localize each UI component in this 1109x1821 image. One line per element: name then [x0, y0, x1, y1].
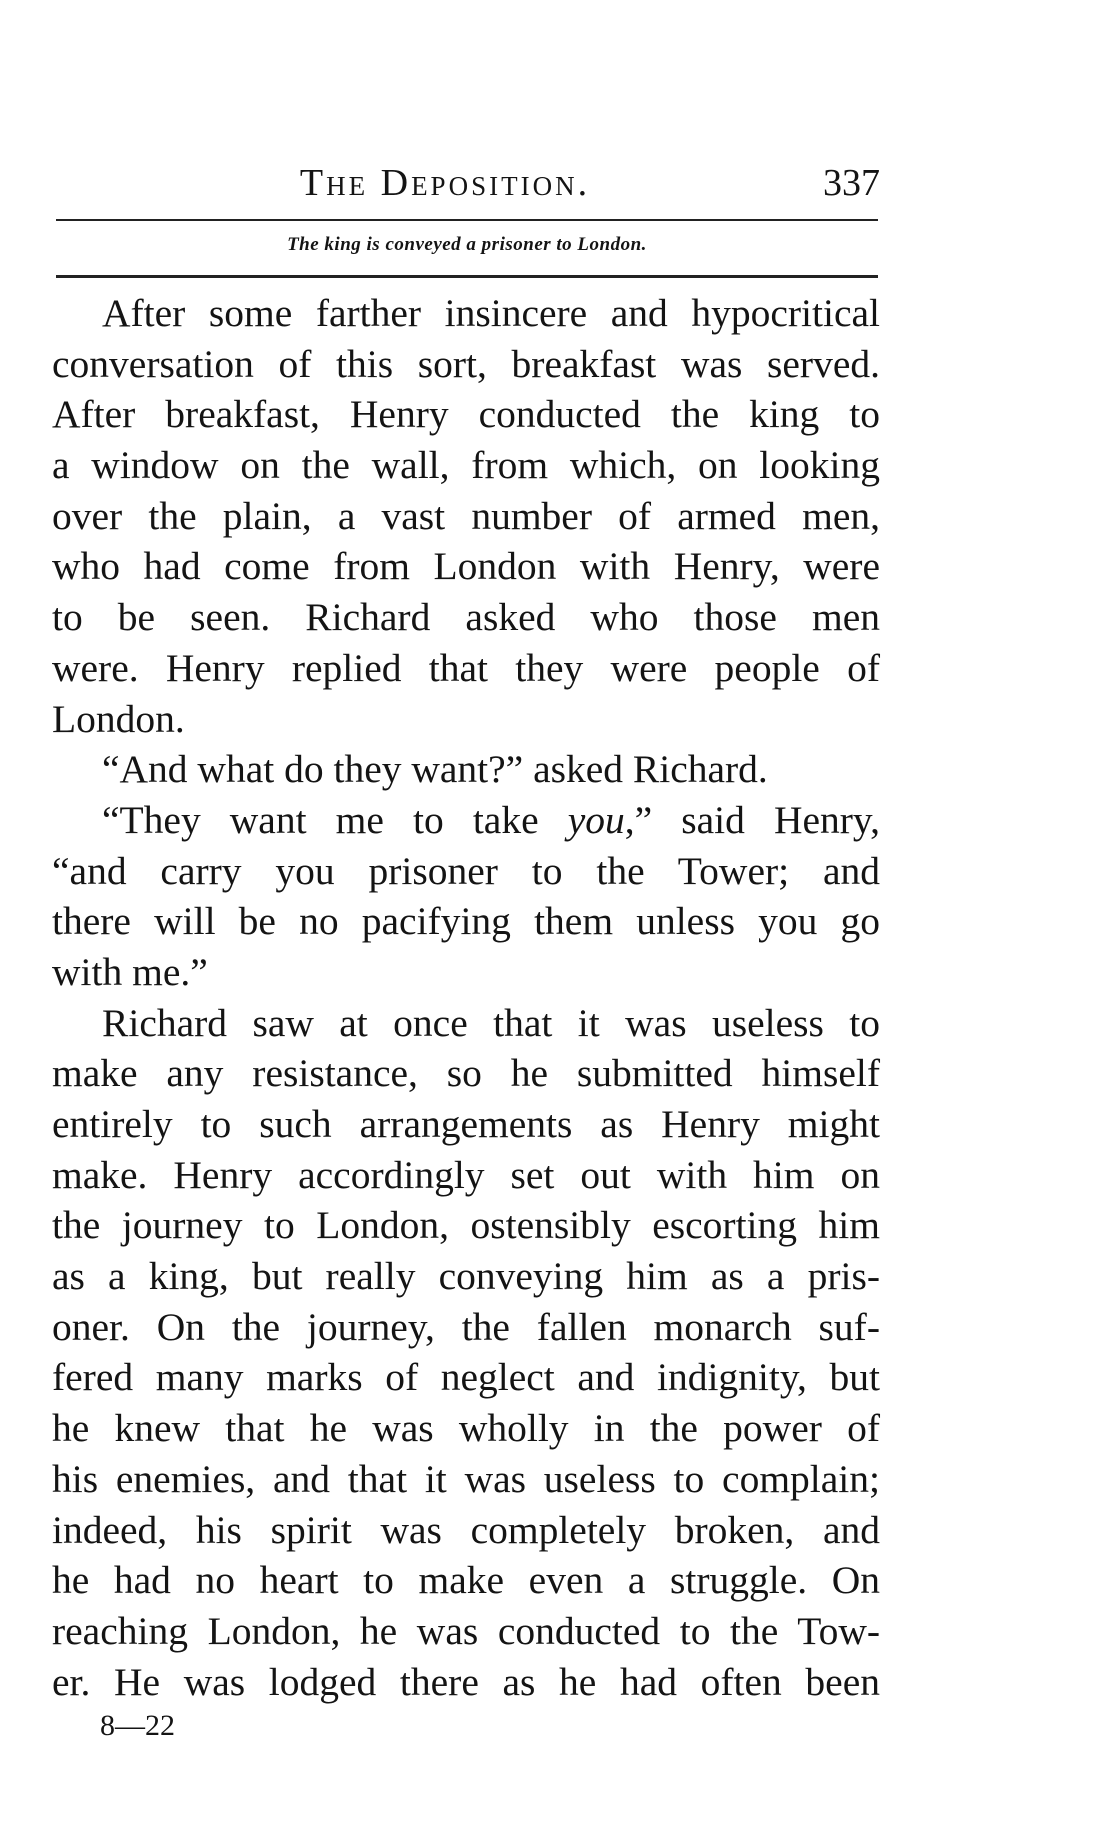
text-line: indeed, his spirit was completely broken, and [52, 1507, 880, 1552]
text-line: make any resistance, so he submitted himself [52, 1051, 880, 1096]
text-line: the journey to London, ostensibly escorting him [52, 1203, 880, 1248]
text-line: were. Henry replied that they were people of [52, 645, 880, 690]
text-line: he had no heart to make even a struggle. On [52, 1558, 880, 1603]
text-line: fered many marks of neglect and indignity, but [52, 1355, 880, 1400]
text-line: with me.” [52, 949, 208, 994]
chapter-subheading: The king is conveyed a prisoner to London. [287, 234, 647, 255]
text-line: After breakfast, Henry conducted the king to [52, 392, 880, 437]
text-line: London. [52, 696, 185, 741]
running-head [50, 158, 880, 208]
text-line: who had come from London with Henry, were [52, 544, 880, 589]
text-line: he knew that he was wholly in the power of [52, 1406, 880, 1451]
header-rule-bottom [56, 275, 878, 278]
text-line: make. Henry accordingly set out with him on [52, 1152, 880, 1197]
emphasis: you [567, 797, 625, 842]
text-line: After some farther insincere and hypocritical [102, 291, 880, 335]
text-line: entirely to such arrangements as Henry might [52, 1102, 880, 1146]
page-number: 337 [823, 162, 880, 204]
text-line: as a king, but really conveying him as a pris- [52, 1254, 880, 1299]
running-title: The Deposition. [299, 162, 591, 204]
text-line: oner. On the journey, the fallen monarch suf- [52, 1304, 880, 1349]
text-line: er. He was lodged there as he had often been [52, 1659, 880, 1704]
text-line: Richard saw at once that it was useless to [102, 1000, 880, 1045]
text-line: “and carry you prisoner to the Tower; and [52, 848, 880, 893]
text-line: reaching London, he was conducted to the Tow- [52, 1608, 880, 1653]
text-line: a window on the wall, from which, on looking [52, 443, 880, 488]
body-text [52, 288, 880, 1707]
text-line: “They want me to take you,” said Henry, [102, 797, 880, 842]
printer-signature: 8—22 [100, 1709, 175, 1742]
text-line: conversation of this sort, breakfast was served. [52, 341, 880, 386]
text-line: over the plain, a vast number of armed men, [52, 493, 880, 538]
header-rule-top [56, 219, 878, 221]
text-line: his enemies, and that it was useless to complain; [52, 1456, 880, 1501]
text-line: to be seen. Richard asked who those men [52, 595, 880, 640]
text-line: there will be no pacifying them unless you go [52, 899, 880, 944]
text-line: “And what do they want?” asked Richard. [102, 747, 768, 792]
